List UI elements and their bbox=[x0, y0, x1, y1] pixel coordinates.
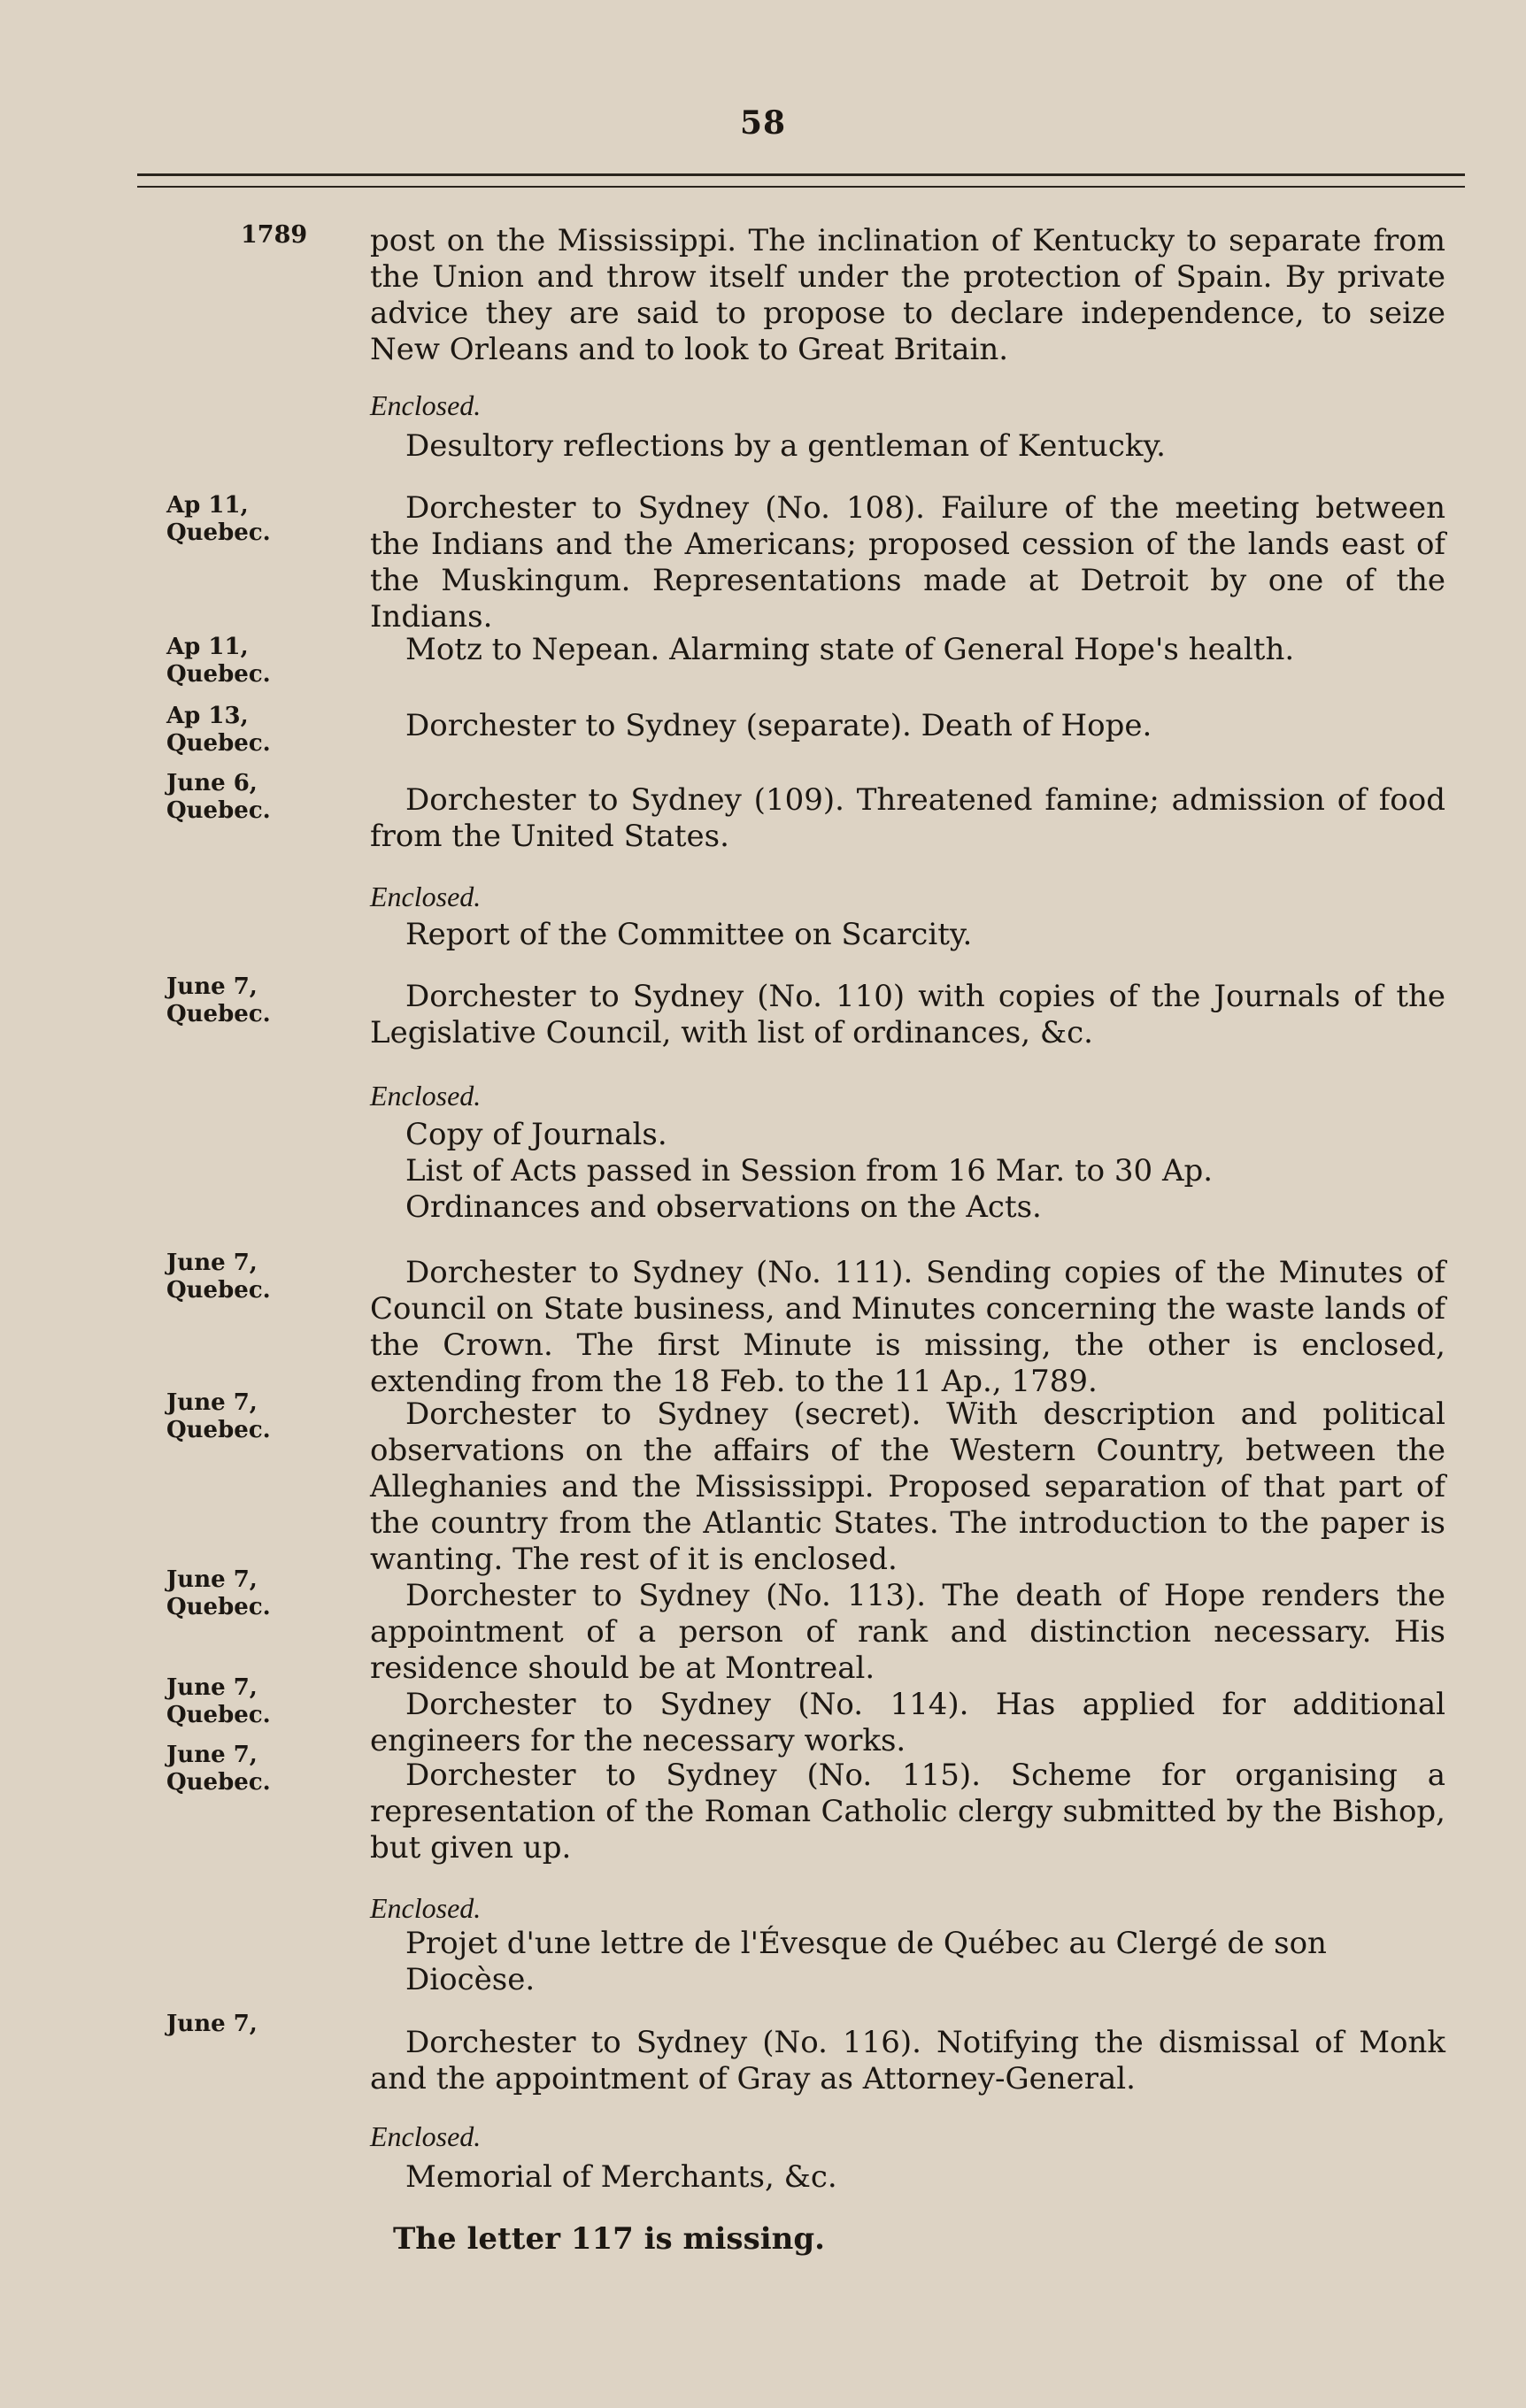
entry-enclosed-label: Enclosed. bbox=[370, 1080, 482, 1112]
entry-text: Motz to Nepean. Alarming state of General Hope's health. bbox=[405, 632, 1295, 667]
entry-date: June 7, bbox=[166, 2011, 258, 2037]
entry-text: Dorchester to Sydney (109). Threatened famine; admission of food from the United States. bbox=[370, 782, 1445, 854]
intro-paragraph: post on the Mississippi. The inclination of Kentucky to separate from the Union and throw itself under the protection of Spain. By private advice they are said to propose to declare independence, to seize New Orleans and to look to Great Britain. bbox=[370, 223, 1445, 367]
entry-date: June 7, Quebec. bbox=[166, 1674, 271, 1728]
entry-date: June 7, Quebec. bbox=[166, 1742, 271, 1796]
entry-text: Dorchester to Sydney (separate). Death of Hope. bbox=[405, 708, 1152, 743]
entry-enclosed-item: Projet d'une lettre de l'Évesque de Québec au Clergé de son Diocèse. bbox=[405, 1926, 1327, 1997]
entry-enclosed-label: Enclosed. bbox=[370, 881, 482, 912]
entry-text: Dorchester to Sydney (No. 110) with copies of the Journals of the Legislative Council, with list of ordinances, &c. bbox=[370, 979, 1445, 1050]
entry-enclosed-item: Ordinances and observations on the Acts. bbox=[405, 1189, 1042, 1225]
entry-date: Ap 11, Quebec. bbox=[166, 634, 271, 688]
header-rule-bottom bbox=[137, 186, 1465, 188]
year-margin-note: 1789 bbox=[241, 221, 308, 249]
intro-enclosed-label: Enclosed. bbox=[370, 389, 482, 421]
entry-date: June 7, Quebec. bbox=[166, 973, 271, 1027]
entry-date: June 6, Quebec. bbox=[166, 770, 271, 824]
entry-enclosed-label: Enclosed. bbox=[370, 1892, 482, 1924]
entry-date: June 7, Quebec. bbox=[166, 1250, 271, 1304]
closing-note: The letter 117 is missing. bbox=[393, 2221, 825, 2257]
entry-enclosed-item: Copy of Journals. bbox=[405, 1117, 667, 1152]
entry-text: Dorchester to Sydney (No. 111). Sending copies of the Minutes of Council on State business, and Minutes concerning the waste lands of the Crown. The first Minute is missing, the other is enclosed, extending from the 18 Feb. to the 11 Ap., 1789. bbox=[370, 1255, 1445, 1399]
page-number: 58 bbox=[739, 104, 787, 142]
intro-enclosed-item: Desultory reflections by a gentleman of Kentucky. bbox=[405, 428, 1166, 464]
entry-date: Ap 11, Quebec. bbox=[166, 492, 271, 546]
entry-date: June 7, Quebec. bbox=[166, 1566, 271, 1620]
entry-text: Dorchester to Sydney (No. 115). Scheme for organising a representation of the Roman Catholic clergy submitted by the Bishop, but given up. bbox=[370, 1758, 1445, 1866]
header-rule-top bbox=[137, 173, 1465, 176]
entry-text: Dorchester to Sydney (No. 108). Failure of the meeting between the Indians and the Americans; proposed cession of the lands east of the Muskingum. Representations made at Detroit by one of the Indians. bbox=[370, 490, 1445, 635]
entry-enclosed-item: List of Acts passed in Session from 16 Mar. to 30 Ap. bbox=[405, 1153, 1214, 1189]
entry-enclosed-item: Report of the Committee on Scarcity. bbox=[405, 917, 973, 952]
entry-text: Dorchester to Sydney (No. 113). The death of Hope renders the appointment of a person of rank and distinction necessary. His residence should be at Montreal. bbox=[370, 1578, 1445, 1686]
entry-text: Dorchester to Sydney (No. 116). Notifying the dismissal of Monk and the appointment of Gray as Attorney-General. bbox=[370, 2025, 1445, 2096]
entry-date: June 7, Quebec. bbox=[166, 1389, 271, 1443]
entry-enclosed-label: Enclosed. bbox=[370, 2120, 482, 2152]
entry-text: Dorchester to Sydney (No. 114). Has applied for additional engineers for the necessary works. bbox=[370, 1687, 1445, 1758]
entry-enclosed-item: Memorial of Merchants, &c. bbox=[405, 2159, 837, 2195]
entry-text: Dorchester to Sydney (secret). With description and political observations on the affairs of the Western Country, between the Alleghanies and the Mississippi. Proposed separation of that part of the country from the Atlantic States. The introduction to the paper is wanting. The rest of it is enclosed. bbox=[370, 1396, 1445, 1577]
entry-date: Ap 13, Quebec. bbox=[166, 703, 271, 757]
